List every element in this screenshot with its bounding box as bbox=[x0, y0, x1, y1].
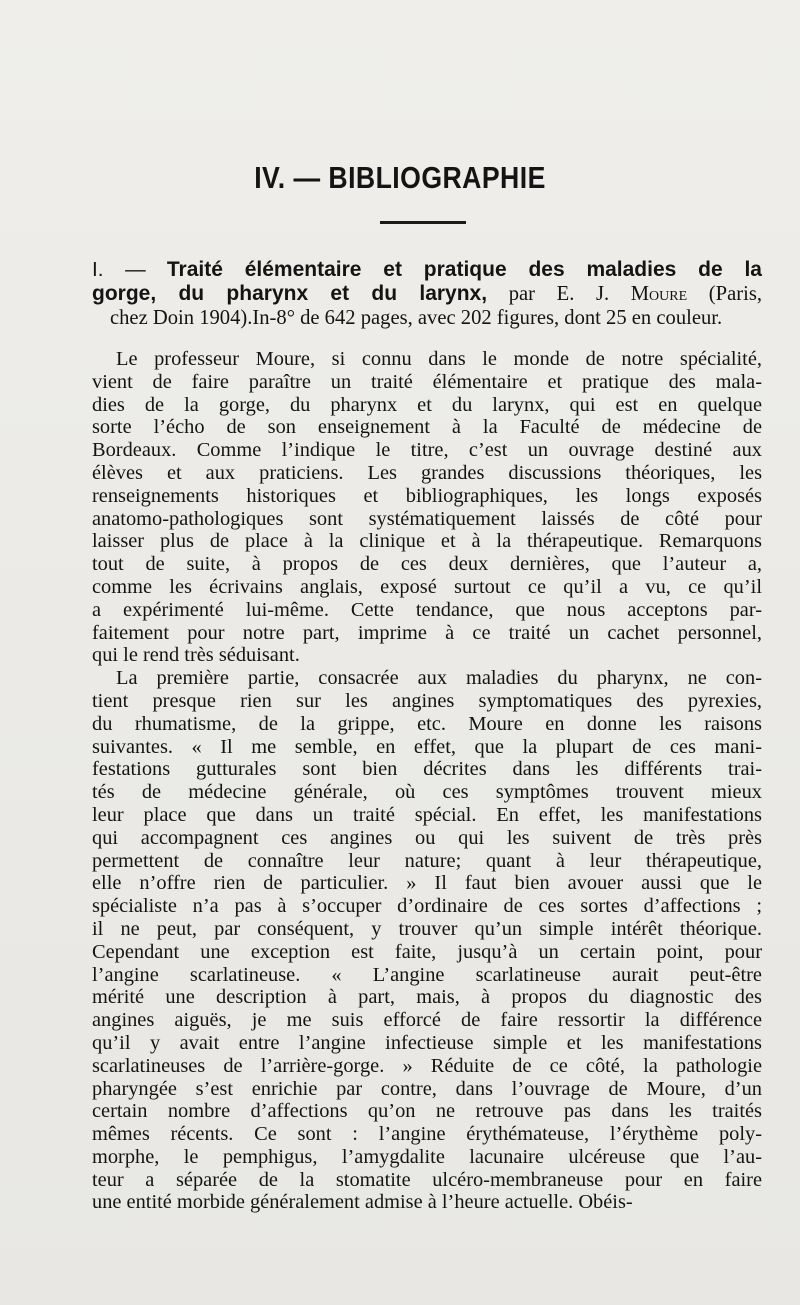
text-line: comme les écrivains anglais, exposé surtout ce qu’il a vu, ce qu’il bbox=[92, 575, 762, 598]
text-line: laisser plus de place à la clinique et à la thérapeutique. Remarquons bbox=[92, 530, 762, 553]
bibliography-entry bbox=[92, 258, 762, 330]
text-line: du rhumatisme, de la grippe, etc. Moure en donne les raisons bbox=[92, 712, 762, 735]
section-heading: IV. — BIBLIOGRAPHIE bbox=[254, 160, 546, 195]
text-line: anatomo-pathologiques sont systématiquement laissés de côté pour bbox=[92, 507, 762, 530]
text-line: teur a séparée de la stomatite ulcéro-membraneuse pour en faire bbox=[92, 1168, 762, 1191]
text-line: Bordeaux. Comme l’indique le titre, c’est un ouvrage destiné aux bbox=[92, 439, 762, 462]
entry-number: I. — bbox=[92, 258, 146, 281]
text-line: l’angine scarlatineuse. « L’angine scarlatineuse aurait peut-être bbox=[92, 963, 762, 986]
text-line: suivantes. « Il me semble, en effet, que la plupart de ces mani- bbox=[92, 735, 762, 758]
author-prefix: par E. J. bbox=[508, 283, 610, 305]
text-line: qui accompagnent ces angines ou qui les suivent de très près bbox=[92, 826, 762, 849]
entry-title-part-1: Traité élémentaire et pratique des maladies de la bbox=[166, 258, 762, 281]
review-text bbox=[92, 348, 762, 1214]
text-line: spécialiste n’a pas à s’occuper d’ordinaire de ces sortes d’affections ; bbox=[92, 895, 762, 918]
text-line: sorte l’écho de son enseignement à la Faculté de médecine de bbox=[92, 416, 762, 439]
text-line: Le professeur Moure, si connu dans le monde de notre spécialité, bbox=[116, 348, 762, 370]
text-line: Cependant une exception est faite, jusqu’à un certain point, pour bbox=[92, 940, 762, 963]
text-line: morphe, le pemphigus, l’amygdalite lacunaire ulcéreuse que l’au- bbox=[92, 1145, 762, 1168]
entry-publication-details: chez Doin 1904).In-8° de 642 pages, avec 202 figures, dont 25 en couleur. bbox=[110, 307, 723, 329]
text-line: tés de médecine générale, où ces symptômes trouvent mieux bbox=[92, 781, 762, 804]
text-line: a expérimenté lui-même. Cette tendance, que nous acceptons par- bbox=[92, 598, 762, 621]
publisher-open: (Paris, bbox=[708, 283, 762, 305]
text-line: leur place que dans un traité spécial. En effet, les manifestations bbox=[92, 803, 762, 826]
text-line: tout de suite, à propos de ces deux dernières, que l’auteur a, bbox=[92, 553, 762, 576]
text-line: elle n’offre rien de particulier. » Il faut bien avouer aussi que le bbox=[92, 872, 762, 895]
text-line: festations gutturales sont bien décrites dans les différents trai- bbox=[92, 758, 762, 781]
text-line: renseignements historiques et bibliographiques, les longs exposés bbox=[92, 484, 762, 507]
author-name: Moure bbox=[630, 283, 688, 305]
text-line: élèves et aux praticiens. Les grandes discussions théoriques, les bbox=[92, 461, 762, 484]
text-line: mérité une description à part, mais, à propos du diagnostic des bbox=[92, 986, 762, 1009]
heading-rule bbox=[380, 221, 466, 224]
text-line: qu’il y avait entre l’angine infectieuse simple et les manifestations bbox=[92, 1031, 762, 1054]
text-line: faitement pour notre part, imprime à ce traité un cachet personnel, bbox=[92, 621, 762, 644]
entry-title-line-2 bbox=[92, 282, 762, 306]
text-line: permettent de connaître leur nature; quant à leur thérapeutique, bbox=[92, 849, 762, 872]
text-line: dies de la gorge, du pharynx et du larynx, qui est en quelque bbox=[92, 393, 762, 416]
text-line: qui le rend très séduisant. bbox=[92, 644, 300, 667]
paragraph bbox=[92, 667, 762, 1214]
entry-title-line-1 bbox=[92, 258, 762, 282]
text-line: scarlatineuses de l’arrière-gorge. » Réduite de ce côté, la pathologie bbox=[92, 1054, 762, 1077]
text-line: tient presque rien sur les angines symptomatiques des pyrexies, bbox=[92, 689, 762, 712]
paragraph bbox=[92, 348, 762, 667]
text-line: angines aiguës, je me suis efforcé de faire ressortir la différence bbox=[92, 1009, 762, 1032]
text-line: mêmes récents. Ce sont : l’angine érythémateuse, l’érythème poly- bbox=[92, 1123, 762, 1146]
text-line: vient de faire paraître un traité élémentaire et pratique des mala- bbox=[92, 370, 762, 393]
text-line: pharyngée s’est enrichie par contre, dans l’ouvrage de Moure, d’un bbox=[92, 1077, 762, 1100]
text-line: il ne peut, par conséquent, y trouver qu’un simple intérêt théorique. bbox=[92, 917, 762, 940]
text-line: certain nombre d’affections qu’on ne retrouve pas dans les traités bbox=[92, 1100, 762, 1123]
entry-title-part-2: gorge, du pharynx et du larynx, bbox=[92, 282, 488, 305]
text-line: une entité morbide généralement admise à l’heure actuelle. Obéis- bbox=[92, 1191, 633, 1214]
text-line: La première partie, consacrée aux maladies du pharynx, ne con- bbox=[116, 667, 762, 690]
